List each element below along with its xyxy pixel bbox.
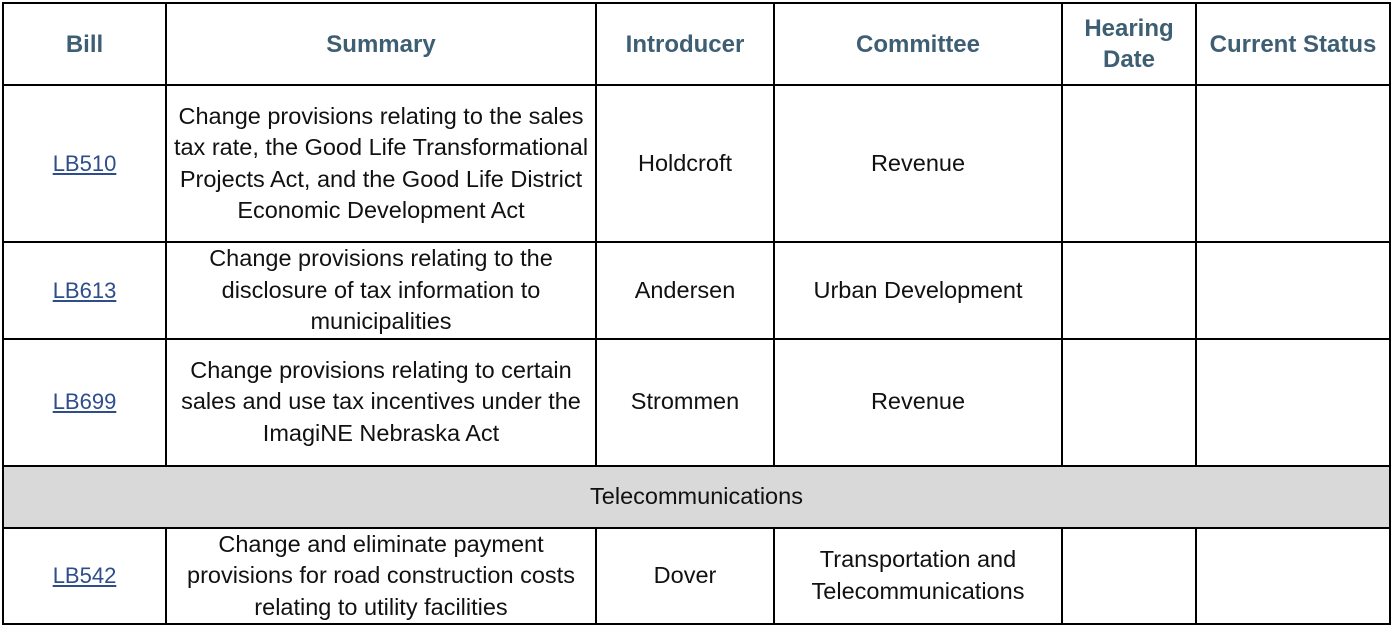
bill-cell (3, 528, 166, 625)
column-header-committee: Committee (774, 3, 1062, 85)
hearing-date-cell (1062, 339, 1196, 466)
summary-cell: Change and eliminate payment provisions for road construction costs relating to utility facilities (166, 528, 596, 625)
introducer-cell: Holdcroft (596, 85, 774, 242)
bill-cell (3, 339, 166, 466)
committee-cell: Revenue (774, 85, 1062, 242)
section-title: Telecommunications (3, 466, 1390, 528)
introducer-cell: Dover (596, 528, 774, 625)
current-status-cell (1196, 85, 1390, 242)
table-row (3, 528, 1390, 625)
committee-cell: Urban Development (774, 242, 1062, 339)
column-header-hearing-date: Hearing Date (1062, 3, 1196, 85)
table-row (3, 85, 1390, 242)
bill-link-lb699[interactable]: LB699 (52, 389, 117, 415)
column-header-current-status: Current Status (1196, 3, 1390, 85)
bill-cell (3, 242, 166, 339)
summary-cell: Change provisions relating to the disclosure of tax information to municipalities (166, 242, 596, 339)
bill-link-lb542[interactable]: LB542 (52, 563, 117, 588)
section-row (3, 466, 1390, 528)
introducer-cell: Strommen (596, 339, 774, 466)
table-row (3, 339, 1390, 466)
hearing-date-cell (1062, 528, 1196, 625)
hearing-date-cell (1062, 242, 1196, 339)
column-header-bill: Bill (3, 3, 166, 85)
bill-link-lb510[interactable]: LB510 (52, 150, 117, 176)
column-header-introducer: Introducer (596, 3, 774, 85)
bill-link-lb613[interactable]: LB613 (52, 277, 117, 303)
summary-cell: Change provisions relating to the sales tax rate, the Good Life Transformational Projects Act, and the Good Life District Economic Development Act (166, 85, 596, 242)
committee-cell: Transportation and Telecommunications (774, 528, 1062, 625)
hearing-date-cell (1062, 85, 1196, 242)
summary-cell: Change provisions relating to certain sales and use tax incentives under the ImagiNE Nebraska Act (166, 339, 596, 466)
current-status-cell (1196, 242, 1390, 339)
current-status-cell (1196, 339, 1390, 466)
current-status-cell (1196, 528, 1390, 625)
table-header-row (3, 3, 1390, 85)
table-row (3, 242, 1390, 339)
introducer-cell: Andersen (596, 242, 774, 339)
column-header-summary: Summary (166, 3, 596, 85)
bill-cell (3, 85, 166, 242)
committee-cell: Revenue (774, 339, 1062, 466)
bills-table (2, 2, 1391, 625)
